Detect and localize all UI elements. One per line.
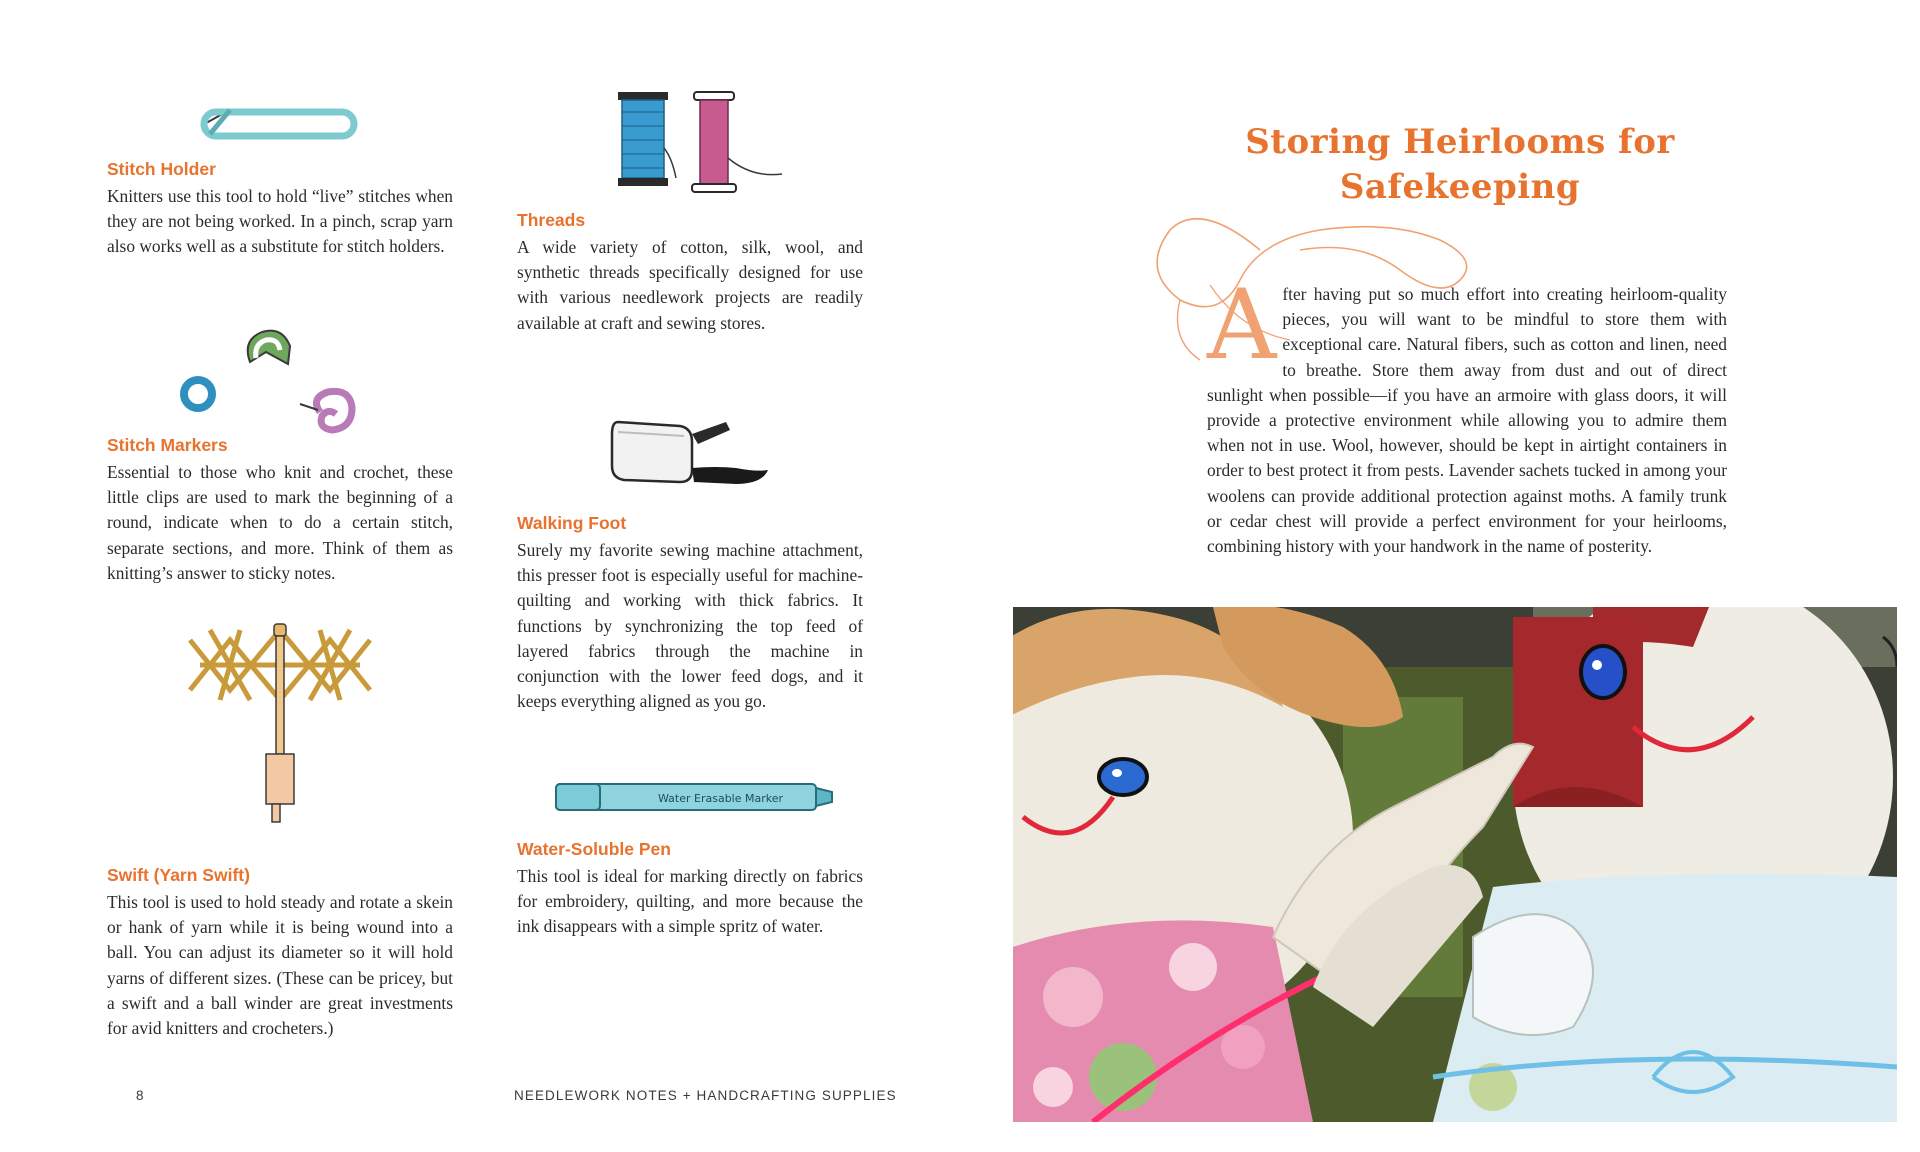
running-footer: NEEDLEWORK NOTES + HANDCRAFTING SUPPLIES	[514, 1088, 897, 1103]
page-number: 8	[136, 1088, 145, 1103]
marker-pen-illustration	[552, 778, 842, 818]
water-soluble-pen-heading: Water-Soluble Pen	[517, 839, 671, 859]
walking-foot-text: Surely my favorite sewing machine attachment, this presser foot is especially useful for machine-quilting and working with thick fabrics. It functions by synchronizing the top feed of layered fabrics through the machine in conjunction with the lower feed dogs, and it keeps everything aligned as you go.	[517, 540, 863, 712]
yarn-swift-illustration	[180, 620, 380, 840]
intro-text: fter having put so much effort into creating heirloom-quality pieces, you will want to be mindful to store them with exceptional care. Natural fibers, such as cotton and linen, need to breathe. Store them away from dust and out of direct sunlight when possible—if you have an armoire with glass doors, it will provide a protective environment while allowing you to admire them when not in use. Wool, however, should be kept in airtight containers in order to best protect it from pests. Lavender sachets tucked in among your woolens can provide additional protection against moths. A family trunk or cedar chest will provide a perfect environment for your heirlooms, combining history with your handwork in the name of posterity.	[1207, 284, 1727, 557]
stitch-holder-illustration	[196, 104, 366, 144]
stitch-markers-heading: Stitch Markers	[107, 435, 228, 455]
stitch-markers-text: Essential to those who knit and crochet, these little clips are used to mark the beginning of a round, indicate when to do a certain stitch, separate sections, and more. Think of them as knitting’s answer to sticky notes.	[107, 462, 453, 583]
handmade-rag-dolls-photo	[1013, 607, 1897, 1122]
stitch-holder-heading: Stitch Holder	[107, 159, 216, 179]
walking-foot-heading: Walking Foot	[517, 513, 627, 533]
water-soluble-pen-text: This tool is ideal for marking directly on fabrics for embroidery, quilting, and more because the ink disappears with a simple spritz of water.	[517, 866, 863, 937]
intro-paragraph	[1207, 269, 1727, 559]
marker-label: Water Erasable Marker	[658, 792, 784, 805]
yarn-swift-heading: Swift (Yarn Swift)	[107, 865, 250, 885]
yarn-swift-text: This tool is used to hold steady and rotate a skein or hank of yarn while it is being wound into a ball. You can adjust its diameter so it will hold yarns of different sizes. (These can be pricey, but a swift and a ball winder are great investments for avid knitters and crocheters.)	[107, 892, 453, 1039]
walking-foot-illustration	[606, 412, 776, 492]
threads-heading: Threads	[517, 210, 586, 230]
title-line-2: Safekeeping	[1339, 167, 1581, 207]
title-line-1: Storing Heirlooms for	[1245, 122, 1675, 162]
stitch-holder-text: Knitters use this tool to hold “live” stitches when they are not being worked. In a pinch, scrap yarn also works well as a substitute for stitch holders.	[107, 186, 453, 257]
drop-cap: A	[1207, 269, 1277, 381]
thread-spools-illustration	[612, 88, 792, 198]
threads-text: A wide variety of cotton, silk, wool, and synthetic threads specifically designed for use with various needlework projects are readily available at craft and sewing stores.	[517, 237, 863, 333]
stitch-markers-illustration	[170, 318, 400, 438]
